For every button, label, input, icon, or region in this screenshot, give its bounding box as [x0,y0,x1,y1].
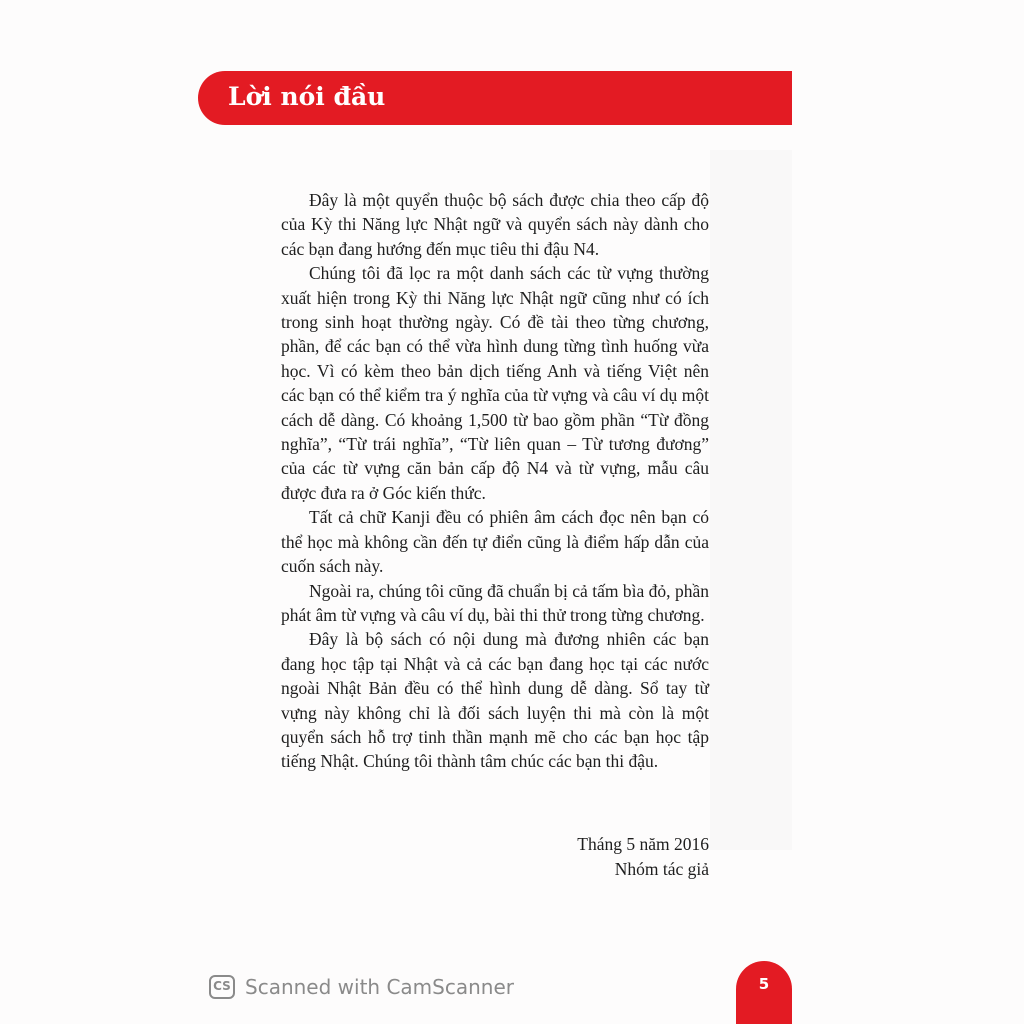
paragraph: Chúng tôi đã lọc ra một danh sách các từ vựng thường xuất hiện trong Kỳ thi Năng lực Nhật ngữ cũng như có ích trong sinh hoạt thường ngày. Có đề tài theo từng chương, phần, để các bạn có thể vừa hình dung từng tình huống vừa học. Vì có kèm theo bản dịch tiếng Anh và tiếng Việt nên các bạn có thể kiểm tra ý nghĩa của từ vựng và câu ví dụ một cách dễ dàng. Có khoảng 1,500 từ bao gồm phần “Từ đồng nghĩa”, “Từ trái nghĩa”, “Từ liên quan – Từ tương đương” của các từ vựng căn bản cấp độ N4 và từ vựng, mẫu câu được đưa ra ở Góc kiến thức. [281,263,709,503]
header-banner [198,71,792,125]
paragraph: Tất cả chữ Kanji đều có phiên âm cách đọc nên bạn có thể học mà không cần đến tự điển cũng là điểm hấp dẫn của cuốn sách này. [281,507,709,577]
paragraph: Ngoài ra, chúng tôi cũng đã chuẩn bị cả tấm bìa đỏ, phần phát âm từ vựng và câu ví dụ, bài thi thử trong từng chương. [281,580,709,625]
paragraph: Đây là một quyển thuộc bộ sách được chia theo cấp độ của Kỳ thi Năng lực Nhật ngữ và quyển sách này dành cho các bạn đang hướng đến mục tiêu thi đậu N4. [281,190,709,259]
signature-date: Tháng 5 năm 2016 [577,834,709,854]
camscanner-logo-icon: CS [209,975,235,999]
bleed-through-shadow [710,150,792,850]
camscanner-watermark [209,972,514,1002]
preface-body [281,188,709,774]
page-title: Lời nói đầu [228,82,386,111]
page-number-tab [736,961,792,1024]
page-number: 5 [758,975,770,993]
watermark-text: Scanned with CamScanner [245,975,514,999]
signature-author: Nhóm tác giả [614,859,709,879]
signature-block [480,832,709,882]
paragraph: Đây là bộ sách có nội dung mà đương nhiên các bạn đang học tập tại Nhật và cả các bạn đang học tại các nước ngoài Nhật Bản đều có thể hình dung dễ dàng. Sổ tay từ vựng này không chỉ là đối sách luyện thi mà còn là một quyển sách hỗ trợ tinh thần mạnh mẽ cho các bạn học tập tiếng Nhật. Chúng tôi thành tâm chúc các bạn thi đậu. [281,629,709,772]
